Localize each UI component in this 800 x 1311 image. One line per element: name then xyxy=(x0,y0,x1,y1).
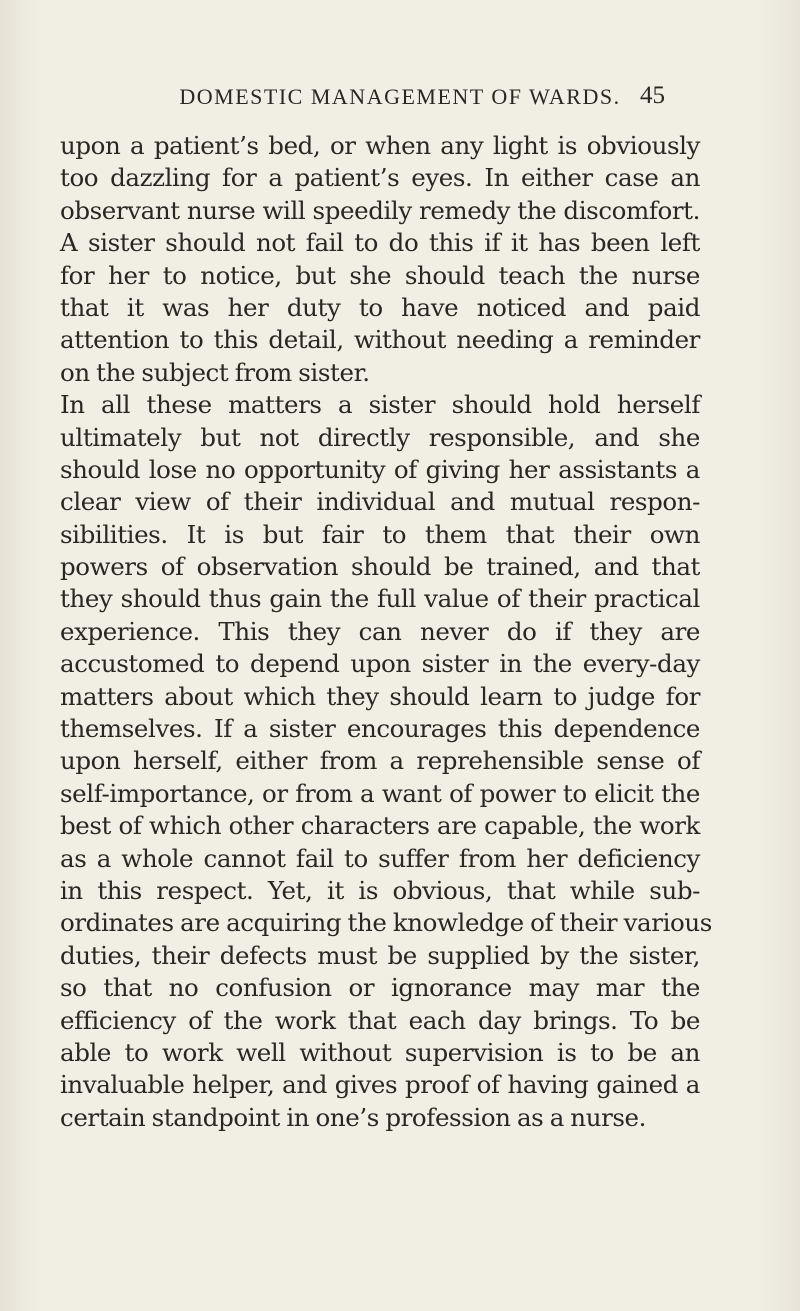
text-line: they should thus gain the full value of their practical xyxy=(60,584,700,614)
text-line: that it was her duty to have noticed and paid xyxy=(60,292,700,322)
text-line: too dazzling for a patient’s eyes. In either case an xyxy=(60,163,700,193)
page-number: 45 xyxy=(640,82,665,109)
text-line: themselves. If a sister encourages this dependence xyxy=(60,714,700,744)
text-line: sibilities. It is but fair to them that their own xyxy=(60,519,700,549)
text-line: should lose no opportunity of giving her assistants a xyxy=(60,454,700,484)
text-line: ultimately but not directly responsible, and she xyxy=(60,422,700,452)
text-line: ordinates are acquiring the knowledge of their various xyxy=(60,908,712,938)
text-line: upon herself, either from a reprehensible sense of xyxy=(60,746,700,776)
text-line: experience. This they can never do if they are xyxy=(60,616,700,646)
text-line: powers of observation should be trained, and that xyxy=(60,552,700,582)
text-line: observant nurse will speedily remedy the discomfort. xyxy=(60,195,700,225)
text-line: clear view of their individual and mutual respon- xyxy=(60,487,700,517)
text-line: matters about which they should learn to judge for xyxy=(60,681,700,711)
text-line: duties, their defects must be supplied by the sister, xyxy=(60,940,700,970)
body-text xyxy=(60,130,712,1134)
text-line: certain standpoint in one’s profession as a nurse. xyxy=(60,1102,647,1132)
text-line: accustomed to depend upon sister in the every-day xyxy=(60,649,700,679)
text-line: A sister should not fail to do this if it has been left xyxy=(60,228,700,258)
text-line: so that no confusion or ignorance may mar the xyxy=(60,973,700,1003)
running-head xyxy=(0,82,800,118)
text-line: invaluable helper, and gives proof of having gained a xyxy=(60,1070,700,1100)
running-title: DOMESTIC MANAGEMENT OF WARDS. xyxy=(179,84,621,109)
text-line: as a whole cannot fail to suffer from her deficiency xyxy=(60,843,700,873)
text-line: on the subject from sister. xyxy=(60,357,370,387)
text-line: for her to notice, but she should teach the nurse xyxy=(60,260,700,290)
text-line: self-importance, or from a want of power to elicit the xyxy=(60,778,700,808)
text-line: In all these matters a sister should hold herself xyxy=(60,390,700,420)
text-line: able to work well without supervision is to be an xyxy=(60,1037,700,1067)
text-line: efficiency of the work that each day brings. To be xyxy=(60,1005,700,1035)
text-line: upon a patient’s bed, or when any light is obviously xyxy=(60,131,700,160)
text-line: attention to this detail, without needing a reminder xyxy=(60,325,700,355)
text-line: in this respect. Yet, it is obvious, that while sub- xyxy=(60,875,700,905)
text-line: best of which other characters are capable, the work xyxy=(60,811,700,841)
